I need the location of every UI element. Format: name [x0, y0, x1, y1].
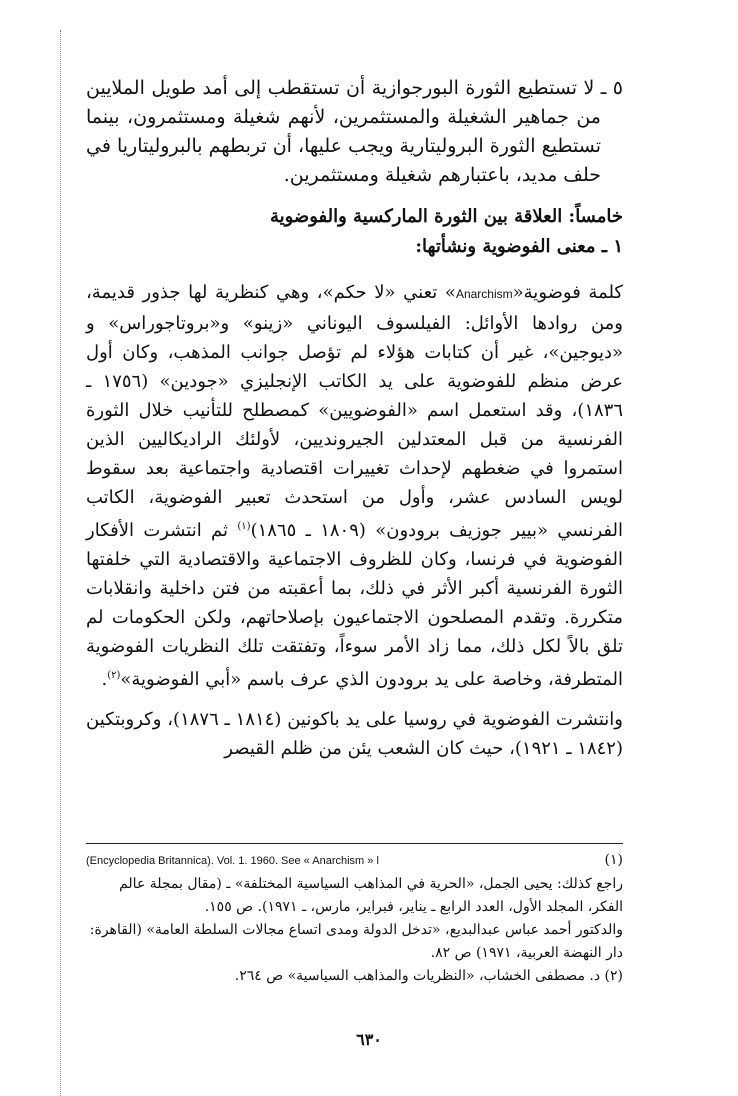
- point-5-text: ٥ ـ لا تستطيع الثورة البورجوازية أن تستقطب إلى أمد طويل الملايين من جماهير الشغيلة والمستثمرين، لأنهم شغيلة ومستثمرون، بينما تستطيع الثورة البروليتارية ويجب عليها، أن تربطهم بالبروليتاريا في حلف مديد، باعتبارهم شغيلة ومستثمرين.: [86, 77, 623, 186]
- point-5-paragraph: [86, 74, 623, 190]
- footnote-1-number: (١): [604, 852, 623, 868]
- footnote-divider: [86, 843, 623, 844]
- binding-gutter-line: [60, 30, 61, 1096]
- paragraph-text-part-2: » تعني «لا حكم»، وهي كنظرية لها جذور قديمة، ومن روادها الأوائل: الفيلسوف اليوناني «زينو» و«بروتاجوراس» و «ديوجين»، غير أن كتابات هؤلاء لم تؤصل جوانب المذهب، وكان أول عرض منظم للفوضوية على يد الكاتب الإنجليزي «جودين» (١٧٥٦ ـ ١٨٣٦)، وقد استعمل اسم «الفوضويين» كمصطلح للتأنيب خلال الثورة الفرنسية من قبل المعتدلين الجيرونديين، لأولئك الراديكاليين الذين استمروا في ضغطهم لإحداث تغييرات اقتصادية واجتماعية بعد سقوط لويس السادس عشر، وأول من استحدث تعبير الفوضوية، الكاتب الفرنسي «بيير جوزيف برودون» (١٨٠٩ ـ ١٨٦٥): [86, 282, 624, 541]
- footnote-1-line-2: راجع كذلك: يحيى الجمل، «الحرية في المذاهب السياسية المختلفة» ـ (مقال بمجلة عالم الفكر، المجلد الأول، العدد الرابع ـ يناير، فبراير، مارس، ـ ١٩٧١). ص ١٥٥.: [119, 876, 623, 915]
- footnote-2: (٢) د. مصطفى الخشاب، «النظريات والمذاهب السياسية» ص ٢٦٤.: [234, 968, 623, 984]
- paragraph-text-part-3: ثم انتشرت الأفكار الفوضوية في فرنسا، وكان للظروف الاجتماعية والاقتصادية التي خلفتها الثورة الفرنسية أكبر الأثر في ذلك، بما أعقبته من فتن داخلية وانقلابات متكررة. وتقدم المصلحون الاجتماعيون بإصلاحاتهم، ولكن الحكومات لم تلق بالاً لكل ذلك، مما زاد الأمر سوءاً، وتفتقت تلك النظريات الفوضوية المتطرفة، وخاصة على يد برودون الذي عرف باسم «أبي الفوضوية»: [86, 520, 623, 690]
- section-title: خامساً: العلاقة بين الثورة الماركسية والفوضوية: [269, 206, 623, 227]
- footnote-1-english: (Encyclopedia Britannica). Vol. 1. 1960. See « Anarchism » l: [86, 855, 379, 867]
- footnotes: [86, 849, 623, 988]
- latin-term: Anarchism: [455, 287, 513, 301]
- footnote-ref-1: (١): [237, 521, 251, 532]
- footnote-ref-2: (٢): [107, 670, 121, 681]
- russia-paragraph-text: وانتشرت الفوضوية في روسيا على يد باكونين (١٨١٤ ـ ١٨٧٦)، وكروبتكين (١٨٤٢ ـ ١٩٢١)، حيث كان الشعب يئن من ظلم القيصر: [86, 709, 623, 759]
- paragraph-end: .: [101, 669, 108, 690]
- paragraph-text-part-1: كلمة فوضوية«: [512, 282, 624, 303]
- russia-paragraph: [86, 705, 623, 763]
- footnote-1-header: [86, 849, 623, 873]
- subsection-title: ١ ـ معنى الفوضوية ونشأتها:: [415, 236, 623, 257]
- anarchism-paragraph: [86, 278, 623, 694]
- footnote-1-line-3: والدكتور أحمد عباس عبدالبديع، «تدخل الدولة ومدى اتساع مجالات السلطة العامة» (القاهرة: دار النهضة العربية، ١٩٧١) ص ٨٢.: [89, 922, 623, 961]
- main-text: [86, 74, 623, 774]
- page-number: ٦٣٠: [356, 1030, 382, 1049]
